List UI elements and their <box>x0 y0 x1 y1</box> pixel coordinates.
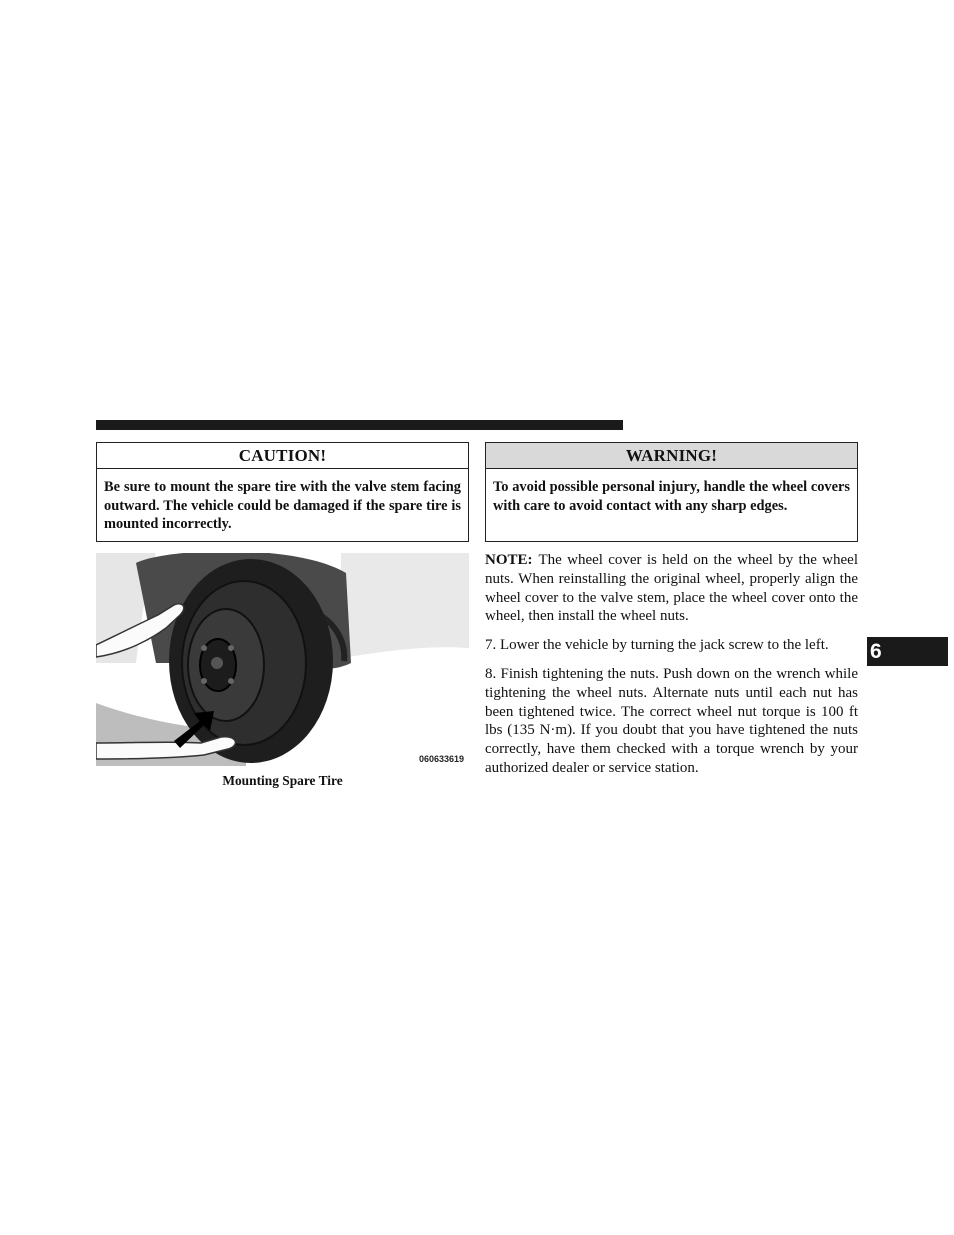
figure-caption: Mounting Spare Tire <box>222 773 343 788</box>
warning-title: WARNING! <box>486 443 857 469</box>
figure-code: 060633619 <box>418 754 464 764</box>
step-8: 8. Finish tightening the nuts. Push down on the wrench while tightening the wheel nuts. Alternate nuts until each nut has been tightened twice. The correct wheel nut torque is 100 ft lbs (135 N·m). If you doubt that you have tightened the nuts correctly, have them checked with a torque wrench by your authorized dealer or service station. <box>485 665 858 776</box>
note-paragraph <box>485 551 858 626</box>
caution-box <box>96 442 469 542</box>
right-column-text <box>485 551 858 788</box>
step-7: 7. Lower the vehicle by turning the jack screw to the left. <box>485 637 829 654</box>
caution-body: Be sure to mount the spare tire with the valve stem facing outward. The vehicle could be damaged if the spare tire is mounted incorrectly. <box>104 479 461 533</box>
warning-box <box>485 442 858 542</box>
section-header-rule <box>96 420 623 430</box>
spare-tire-illustration <box>96 553 469 766</box>
section-tab: 6 <box>867 637 948 666</box>
warning-body: To avoid possible personal injury, handle the wheel covers with care to avoid contact with any sharp edges. <box>493 479 850 514</box>
caution-title: CAUTION! <box>97 443 468 469</box>
note-label: NOTE: <box>485 552 533 568</box>
note-body: The wheel cover is held on the wheel by the wheel nuts. When reinstalling the original wheel, properly align the wheel cover to the valve stem, place the wheel cover onto the wheel, then install the wheel nuts. <box>485 552 858 625</box>
